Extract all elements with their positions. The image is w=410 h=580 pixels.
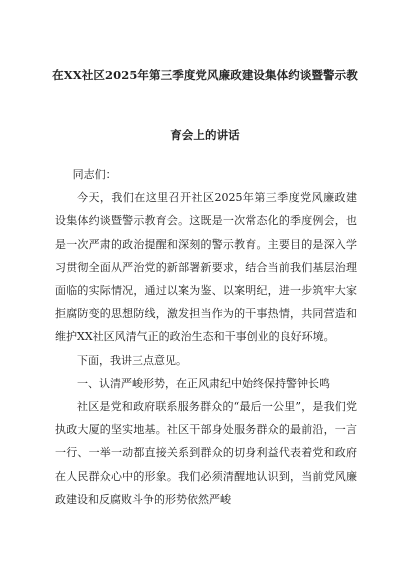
paragraph-opening: 今天，我们在这里召开社区2025年第三季度党风廉政建设集体约谈暨警示教育会。这既是一次常态化的季度例会，也是一次严肃的政治提醒和深刻的警示教育。主要目的是深入学习贯彻全面从严治党的新部署新要求，结合当前我们基层治理面临的实际情况，通过以案为鉴、以案明纪，进一步筑牢大家拒腐防变的思想防线，激发担当作为的干事热情，共同营造和维护XX社区风清气正的政治生态和干事创业的良好环境。 [55,191,357,344]
paragraph-section-1: 社区是党和政府联系服务群众的“最后一公里”，是我们党执政大厦的坚实地基。社区干部身处服务群众的最前沿，一言一行、一举一动都直接关系到群众的切身利益代表着党和政府在人民群众心中的形象。我们必须清醒地认识到，当前党风廉政建设和反腐败斗争的形势依然严峻 [55,400,357,506]
section-heading-1: 一、认清严峻形势，在正风肃纪中始终保持警钟长鸣 [77,376,330,390]
salutation: 同志们： [72,168,117,181]
document-title-line-2: 育会上的讲话 [170,128,240,142]
document-body [55,163,357,511]
document-title-line-1: 在XX社区2025年第三季度党风廉政建设集体约谈暨警示教 [52,68,358,82]
paragraph-intro-points: 下面，我讲三点意见。 [77,353,187,367]
